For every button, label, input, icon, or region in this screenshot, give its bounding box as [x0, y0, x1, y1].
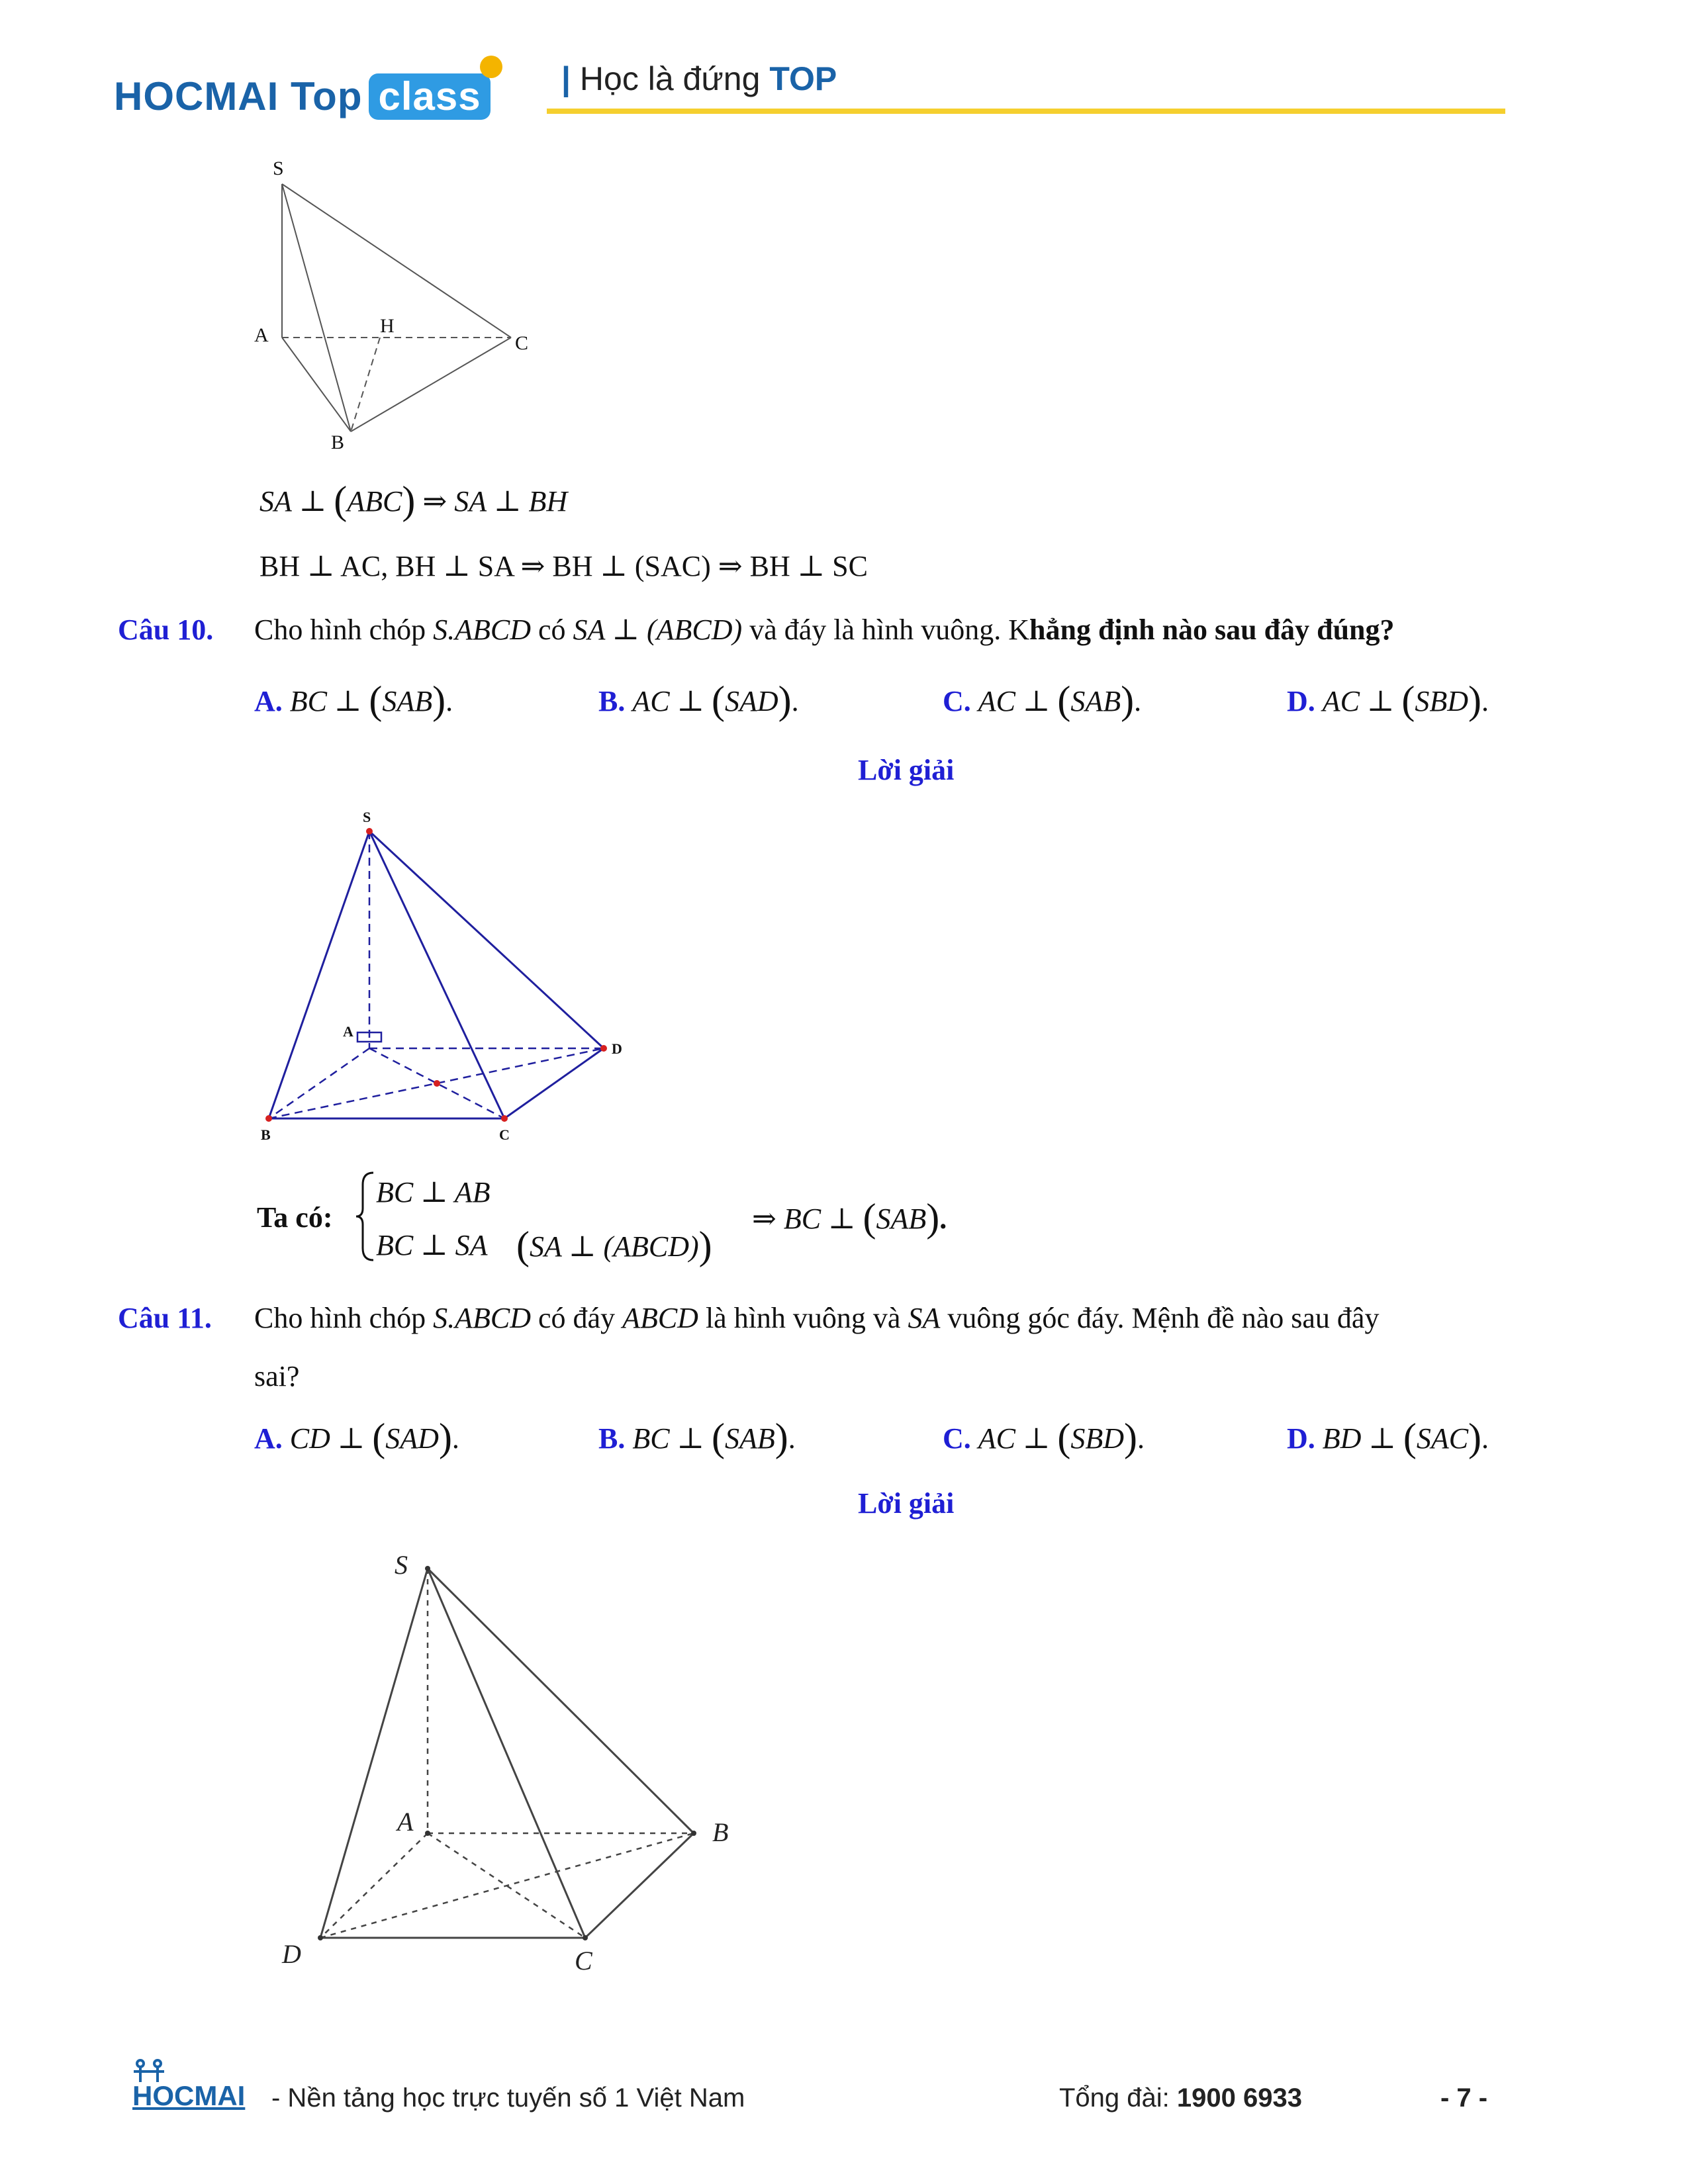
footer-hotline: Tổng đài: 1900 6933: [1059, 2083, 1302, 2113]
q11-option-d[interactable]: D. BD ⊥ (SAC).: [1287, 1416, 1489, 1459]
point-C: [501, 1115, 508, 1122]
figure-pyramid-q11: [265, 1542, 755, 1979]
q10-option-b[interactable]: B. AC ⊥ (SAD).: [598, 678, 799, 722]
label-S: S: [395, 1550, 408, 1580]
brand-name: HOCMAI Top: [114, 74, 363, 118]
edge-AB: [269, 1048, 369, 1118]
q10-stem: Cho hình chóp S.ABCD có SA ⊥ (ABCD) và đáy là hình vuông. Khẳng định nào sau đây đúng?: [254, 614, 1395, 646]
q10-solution-title: Lời giải: [858, 754, 955, 786]
edge-BC: [351, 338, 511, 432]
diagonal-BD: [320, 1833, 694, 1938]
label-C: C: [515, 332, 529, 354]
q10-option-a[interactable]: A. BC ⊥ (SAB).: [254, 678, 453, 722]
q11-option-b[interactable]: B. BC ⊥ (SAB).: [598, 1416, 796, 1459]
brand-logo: [114, 56, 502, 120]
label-A: A: [397, 1807, 414, 1837]
footer-logo[interactable]: HOCMAI: [132, 2080, 246, 2111]
q11-option-a[interactable]: A. CD ⊥ (SAD).: [254, 1416, 459, 1459]
q10-system-line2: BC ⊥ SA: [376, 1229, 488, 1261]
q11-stem-cont: sai?: [254, 1360, 300, 1392]
q11-number: Câu 11.: [118, 1302, 212, 1334]
edge-SC: [369, 831, 504, 1118]
edge-SC: [428, 1569, 585, 1938]
edge-AB: [282, 338, 351, 432]
point-D: [318, 1935, 323, 1940]
system-brace: [353, 1170, 376, 1263]
tagline-highlight: TOP: [769, 60, 837, 97]
tagline-bar: |: [561, 60, 571, 97]
point-B: [265, 1115, 272, 1122]
edge-SB: [282, 184, 351, 432]
q11-option-c[interactable]: C. AC ⊥ (SBD).: [943, 1416, 1145, 1459]
header-rule: [547, 109, 1505, 114]
label-H: H: [380, 315, 395, 337]
sun-icon: [480, 56, 502, 78]
work1-line2: BH ⊥ AC, BH ⊥ SA ⇒ BH ⊥ (SAC) ⇒ BH ⊥ SC: [259, 550, 868, 582]
edge-SD: [320, 1569, 428, 1938]
q11-stem: Cho hình chóp S.ABCD có đáy ABCD là hình vuông và SA vuông góc đáy. Mệnh đề nào sau đây: [254, 1302, 1380, 1334]
q10-option-d[interactable]: D. AC ⊥ (SBD).: [1287, 678, 1489, 722]
q10-number: Câu 10.: [118, 614, 214, 646]
point-S: [366, 828, 373, 835]
label-A: A: [254, 324, 269, 346]
point-A: [425, 1831, 430, 1836]
point-D: [600, 1045, 607, 1052]
footer-tagline: - Nền tảng học trực tuyến số 1 Việt Nam: [271, 2083, 745, 2113]
figure-tetrahedron: [238, 152, 556, 457]
tagline: [561, 60, 837, 98]
label-S: S: [273, 158, 284, 179]
label-C: C: [499, 1126, 510, 1143]
edge-SB: [269, 831, 369, 1118]
edge-SC: [282, 184, 511, 338]
q10-ta-co: Ta có:: [257, 1201, 333, 1234]
label-D: D: [282, 1939, 301, 1969]
brand-pill: class: [369, 73, 490, 120]
q11-solution-title: Lời giải: [858, 1487, 955, 1520]
tagline-text: Học là đứng: [579, 60, 761, 97]
label-B: B: [261, 1126, 271, 1143]
edge-SB: [428, 1569, 694, 1833]
label-B: B: [712, 1817, 729, 1847]
label-D: D: [612, 1040, 622, 1057]
point-C: [583, 1935, 588, 1940]
label-A: A: [343, 1023, 353, 1040]
work1-line1: SA ⊥ (ABC) ⇒ SA ⊥ BH: [259, 478, 568, 522]
q10-conclusion: ⇒ BC ⊥ (SAB).: [752, 1196, 947, 1240]
q10-option-c[interactable]: C. AC ⊥ (SAB).: [943, 678, 1142, 722]
point-O: [434, 1080, 440, 1087]
page-number: - 7 -: [1440, 2083, 1488, 2113]
q10-system-note: (SA ⊥ (ABCD)): [516, 1224, 712, 1267]
label-C: C: [575, 1946, 592, 1976]
point-B: [691, 1831, 696, 1836]
q10-system-line1: BC ⊥ AB: [376, 1176, 491, 1208]
label-S: S: [363, 809, 371, 825]
point-S: [425, 1566, 430, 1571]
edge-SD: [369, 831, 604, 1048]
figure-pyramid-q10: [252, 807, 649, 1152]
label-B: B: [331, 432, 345, 453]
